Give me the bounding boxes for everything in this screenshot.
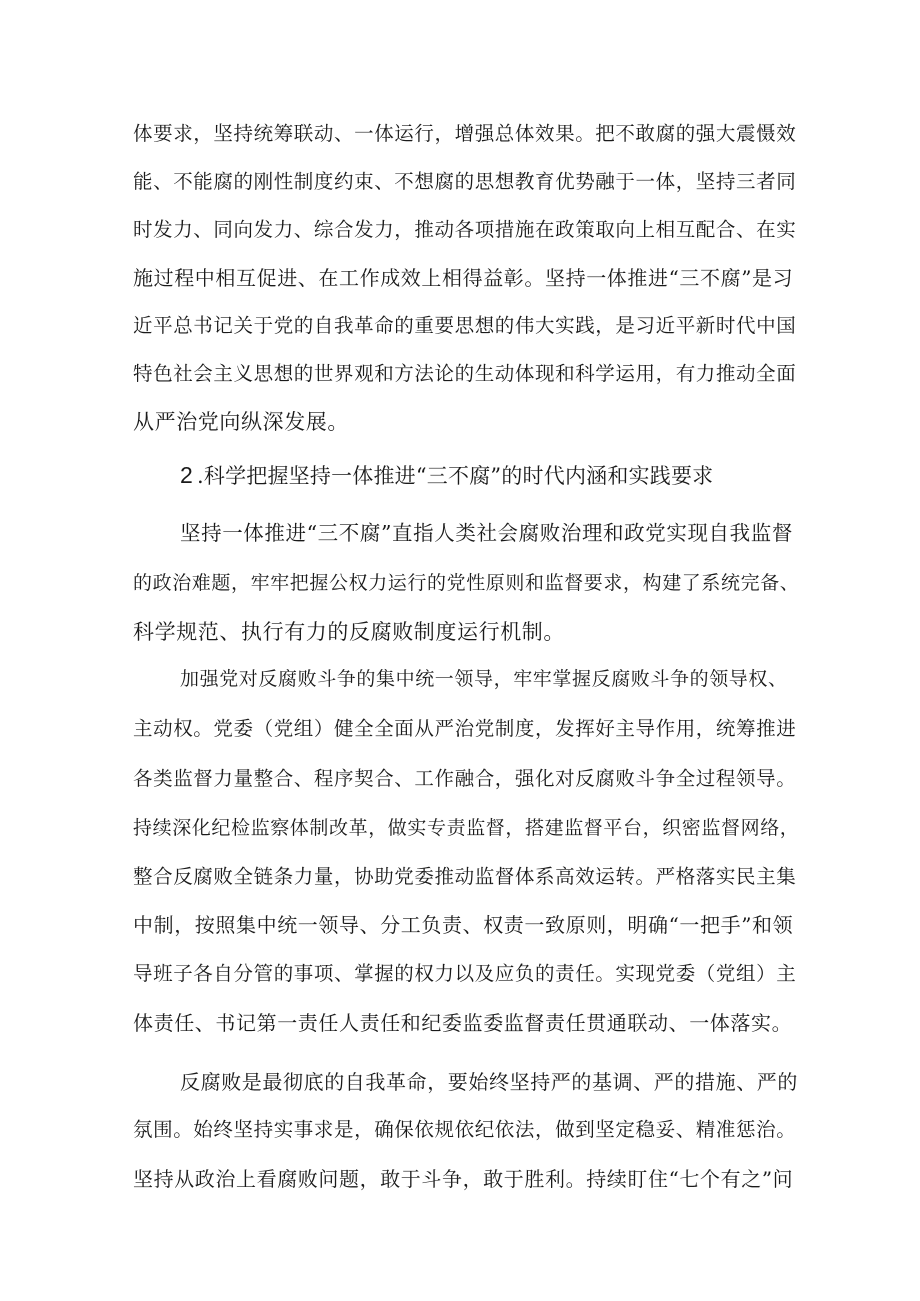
paragraph-line: 施过程中相互促进、在工作成效上相得益彰。坚持一体推进“三不腐”是习 <box>133 266 794 290</box>
paragraph-line: 反腐败是最彻底的自我革命，要始终坚持严的基调、严的措施、严的 <box>180 1070 798 1094</box>
paragraph-line: 能、不能腐的刚性制度约束、不想腐的思想教育优势融于一体，坚持三者同 <box>133 170 797 193</box>
paragraph-line: 体要求，坚持统筹联动、一体运行，增强总体效果。把不敢腐的强大震慑效 <box>133 122 797 145</box>
paragraph-line: 坚持从政治上看腐败问题，敢于斗争，敢于胜利。持续盯住“七个有之”问 <box>133 1167 794 1191</box>
paragraph-line: 主动权。党委（党组）健全全面从严治党制度，发挥好主导作用，统筹推进 <box>133 717 797 740</box>
paragraph-line: 整合反腐败全链条力量，协助党委推动监督体系高效运转。严格落实民主集 <box>133 865 797 888</box>
paragraph-line: 各类监督力量整合、程序契合、工作融合，强化对反腐败斗争全过程领导。 <box>133 767 797 790</box>
section-heading <box>180 460 793 490</box>
paragraph-line: 持续深化纪检监察体制改革，做实专责监督，搭建监督平台，织密监督网络， <box>133 817 800 839</box>
paragraph-line: 特色社会主义思想的世界观和方法论的生动体现和科学运用，有力推动全面 <box>133 362 797 385</box>
section-number: 2 <box>180 462 193 488</box>
paragraph-line: 氛围。始终坚持实事求是，确保依规依纪依法，做到坚定稳妥、精准惩治。 <box>133 1118 797 1141</box>
paragraph-line: 时发力、同向发力、综合发力，推动各项措施在政策取向上相互配合、在实 <box>133 218 797 241</box>
paragraph-line: 导班子各自分管的事项、掌握的权力以及应负的责任。实现党委（党组）主 <box>133 962 797 985</box>
paragraph-line: 体责任、书记第一责任人责任和纪委监委监督责任贯通联动、一体落实。 <box>133 1011 793 1035</box>
paragraph-line: 近平总书记关于党的自我革命的重要思想的伟大实践，是习近平新时代中国 <box>133 314 797 337</box>
paragraph-line: 从严治党向纵深发展。 <box>133 410 349 434</box>
paragraph-line: 科学规范、执行有力的反腐败制度运行机制。 <box>133 620 565 644</box>
section-title: .科学把握坚持一体推进“三不腐”的时代内涵和实践要求 <box>197 464 714 488</box>
paragraph-line: 坚持一体推进“三不腐”直指人类社会腐败治理和政党实现自我监督 <box>180 521 793 545</box>
paragraph-line: 的政治难题，牢牢把握公权力运行的党性原则和监督要求，构建了系统完备、 <box>133 572 800 594</box>
paragraph-line: 中制，按照集中统一领导、分工负责、权责一致原则，明确“一把手”和领 <box>133 913 794 937</box>
paragraph-line: 加强党对反腐败斗争的集中统一领导，牢牢掌握反腐败斗争的领导权、 <box>180 668 788 690</box>
